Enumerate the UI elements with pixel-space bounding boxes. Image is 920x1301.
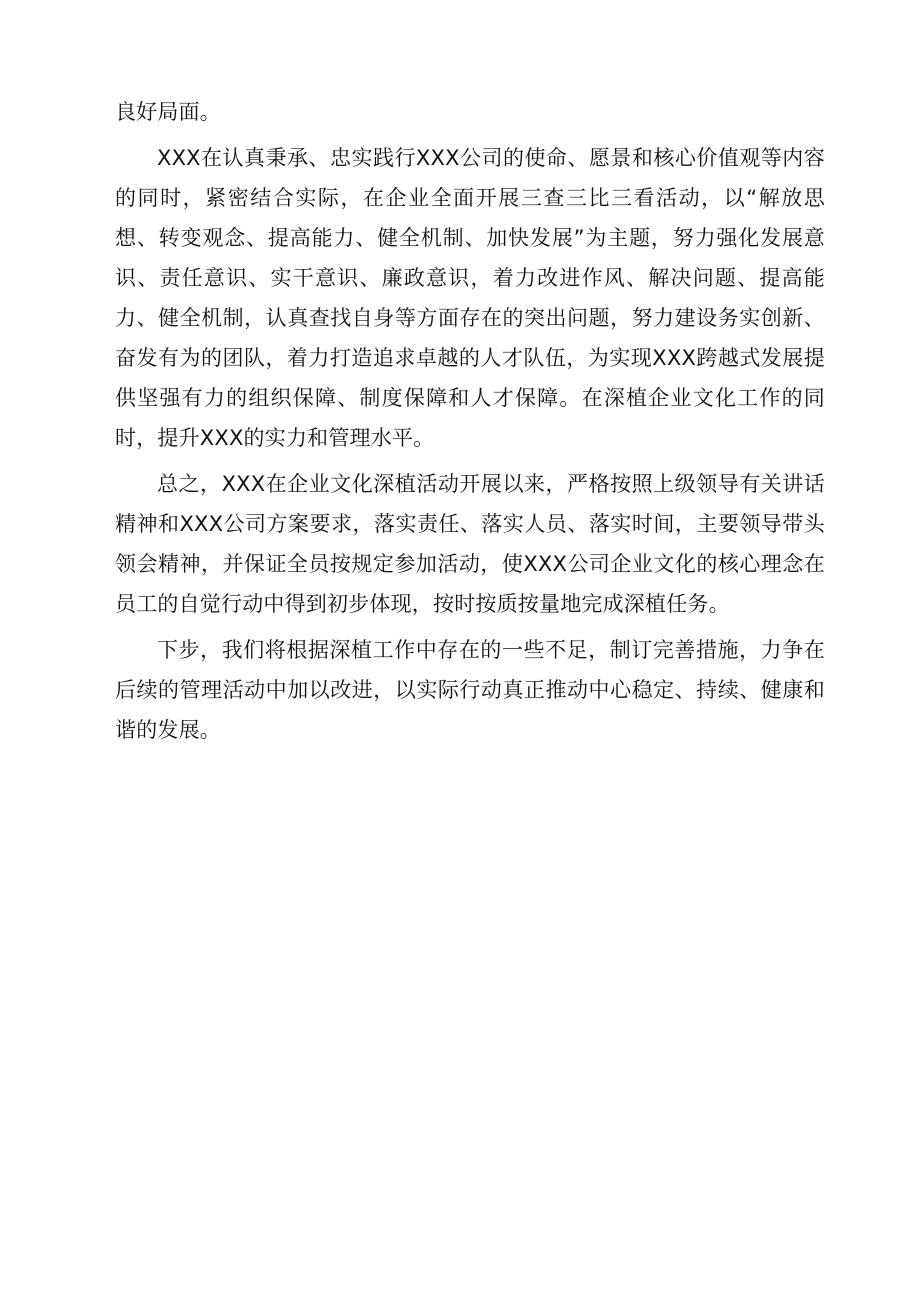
paragraph-2: XXX在认真秉承、忠实践行XXX公司的使命、愿景和核心价值观等内容的同时，紧密结合实际，在企业全面开展三查三比三看活动，以“解放思想、转变观念、提高能力、健全机制、加快发展”为主题，努力强化发展意识、责任意识、实干意识、廉政意识，着力改进作风、解决问题、提高能力、健全机制，认真查找自身等方面存在的突出问题，努力建设务实创新、奋发有为的团队，着力打造追求卓越的人才队伍，为实现XXX跨越式发展提供坚强有力的组织保障、制度保障和人才保障。在深植企业文化工作的同时，提升XXX的实力和管理水平。: [115, 146, 825, 450]
paragraph-3: 总之，XXX在企业文化深植活动开展以来，严格按照上级领导有关讲话精神和XXX公司方案要求，落实责任、落实人员、落实时间，主要领导带头领会精神，并保证全员按规定参加活动，使XXX公司企业文化的核心理念在员工的自觉行动中得到初步体现，按时按质按量地完成深植任务。: [115, 472, 825, 616]
document-body: [115, 92, 825, 756]
paragraph-1: 良好局面。: [115, 100, 221, 124]
paragraph-4: 下步，我们将根据深植工作中存在的一些不足，制订完善措施，力争在后续的管理活动中加以改进，以实际行动真正推动中心稳定、持续、健康和谐的发展。: [115, 638, 825, 742]
